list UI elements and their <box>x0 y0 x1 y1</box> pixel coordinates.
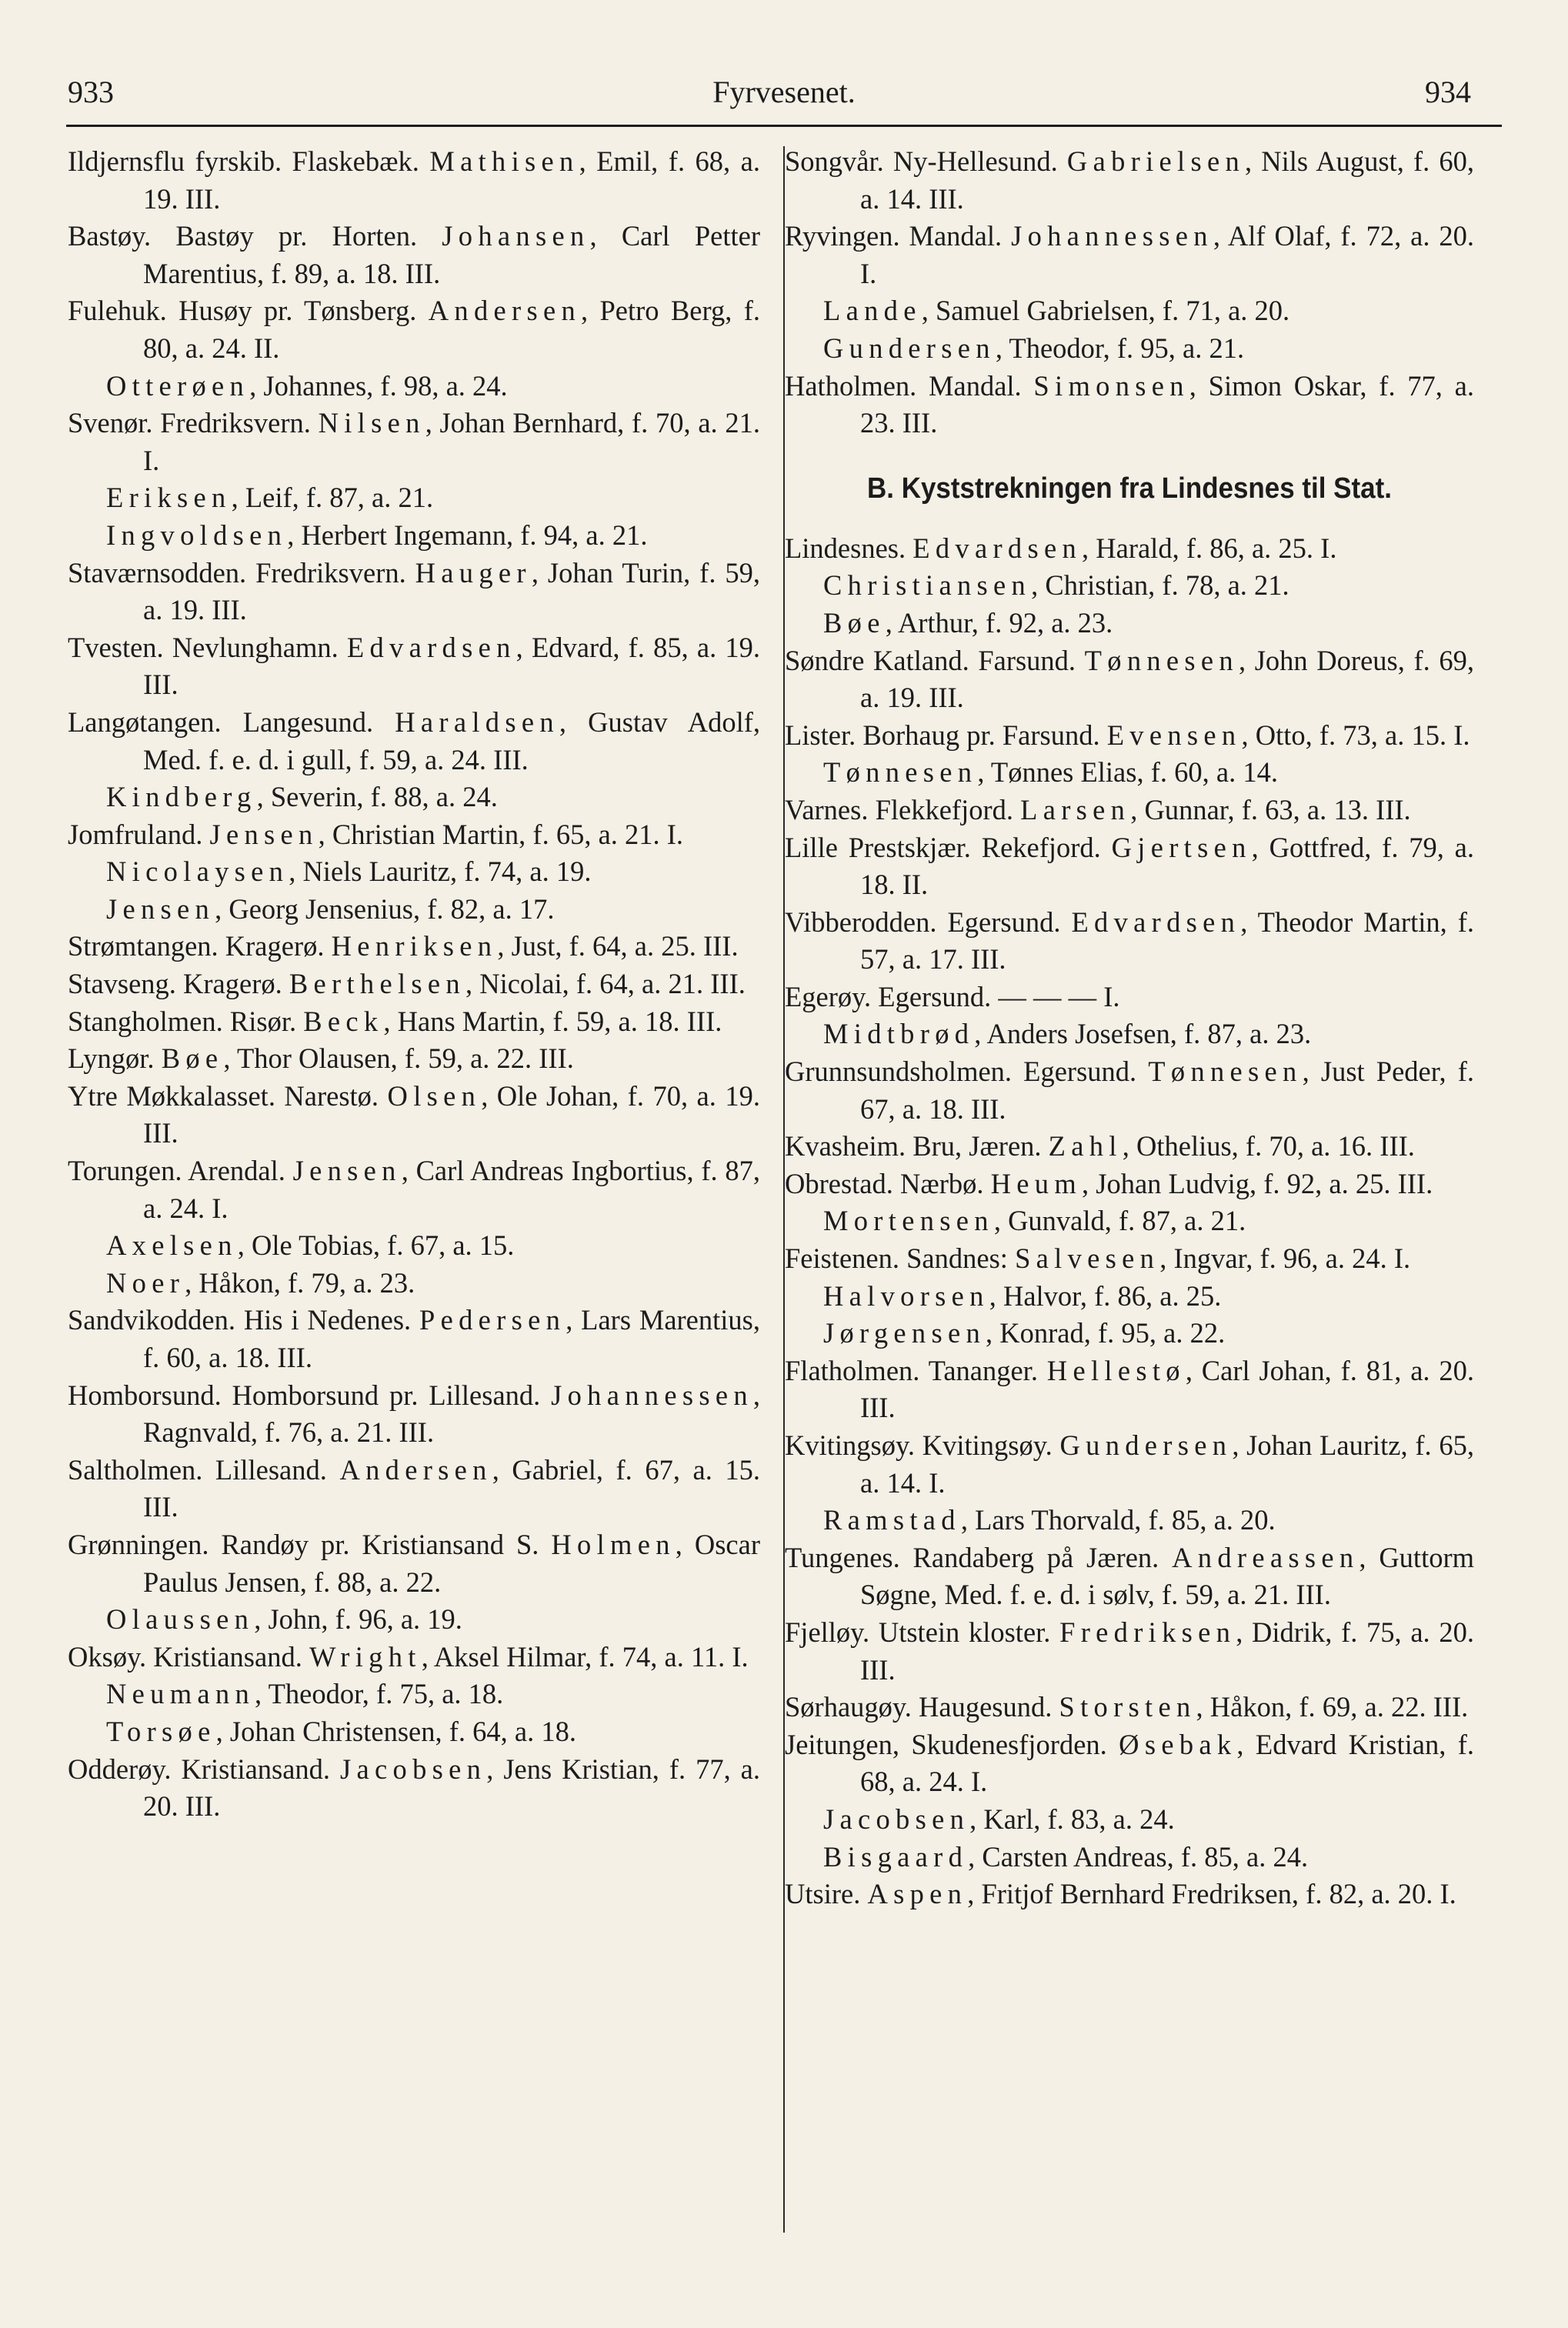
entry-location: Saltholmen. Lillesand. <box>68 1453 340 1486</box>
sub-entry <box>68 517 760 555</box>
keeper-surname: Mathisen <box>429 145 579 177</box>
sub-entry <box>68 1676 760 1713</box>
entry-location: Strømtangen. Kragerø. <box>68 930 332 962</box>
keeper-surname: Salvesen <box>1015 1242 1160 1275</box>
keeper-surname: Bøe <box>823 606 886 639</box>
keeper-surname: Tønnesen <box>1148 1056 1303 1088</box>
entry-details: , Christian Martin, f. 65, a. 21. I. <box>318 818 684 850</box>
lighthouse-entry <box>68 1302 760 1376</box>
entry-details: , Håkon, f. 69, a. 22. III. <box>1196 1691 1469 1723</box>
keeper-surname: Gjertsen <box>1111 831 1252 863</box>
keeper-surname: Edvardsen <box>912 532 1083 564</box>
entry-details: , Lars Thorvald, f. 85, a. 20. <box>960 1504 1276 1536</box>
entry-location: Ildjernsflu fyrskib. Flaskebæk. <box>68 145 430 177</box>
keeper-surname: Otterøen <box>106 369 250 402</box>
entry-details: , John, f. 96, a. 19. <box>254 1603 462 1636</box>
entry-location: Lindesnes. <box>785 532 913 564</box>
lighthouse-entry <box>785 829 1474 904</box>
keeper-surname: Eriksen <box>106 482 232 514</box>
keeper-surname: Neumann <box>106 1678 255 1710</box>
keeper-surname: Beck <box>303 1005 384 1037</box>
entry-location: Egerøy. Egersund. — — — I. <box>785 980 1120 1012</box>
keeper-surname: Fredriksen <box>1059 1616 1236 1648</box>
keeper-surname: Wright <box>309 1640 422 1673</box>
sub-entry <box>785 605 1474 642</box>
entry-location: Homborsund. Homborsund pr. Lillesand. <box>68 1379 552 1411</box>
entry-location: Songvår. Ny-Hellesund. <box>785 145 1067 177</box>
keeper-surname: Jacobsen <box>823 1803 970 1835</box>
lighthouse-entry <box>68 704 760 779</box>
entry-details: , Thor Olausen, f. 59, a. 22. III. <box>223 1042 574 1075</box>
entry-details: , Emil, f. 68, a. 19. III. <box>143 145 760 215</box>
lighthouse-entry <box>785 1053 1474 1128</box>
sub-entry <box>68 853 760 891</box>
sub-entry <box>785 1202 1474 1240</box>
entry-details: , Fritjof Bernhard Fredriksen, f. 82, a. 20. I. <box>967 1878 1456 1910</box>
keeper-surname: Andreassen <box>1172 1541 1359 1573</box>
lighthouse-entry <box>785 1352 1474 1427</box>
entry-details: , Johan Christensen, f. 64, a. 18. <box>215 1715 576 1747</box>
lighthouse-entry <box>785 1539 1474 1614</box>
entry-details: , John Doreus, f. 69, a. 19. III. <box>860 644 1474 714</box>
lighthouse-entry <box>785 1427 1474 1502</box>
entry-location: Bastøy. Bastøy pr. Horten. <box>68 220 442 252</box>
lighthouse-entry <box>785 368 1474 442</box>
entry-details: , Othelius, f. 70, a. 16. III. <box>1122 1130 1415 1162</box>
entry-details: , Edvard, f. 85, a. 19. III. <box>143 631 760 701</box>
keeper-surname: Gundersen <box>1059 1429 1233 1461</box>
keeper-surname: Olsen <box>387 1079 482 1112</box>
entry-location: Lister. Borhaug pr. Farsund. <box>785 719 1107 751</box>
entry-location: Hatholmen. Mandal. <box>785 369 1034 402</box>
lighthouse-entry <box>68 816 760 854</box>
sub-entry <box>68 1713 760 1751</box>
sub-entry <box>68 1601 760 1639</box>
entry-details: , Halvor, f. 86, a. 25. <box>989 1279 1222 1312</box>
section-heading: B. Kyststrekningen fra Lindesnes til Stat. <box>867 472 1392 505</box>
entry-details: , Gabriel, f. 67, a. 15. III. <box>143 1453 760 1523</box>
sub-entry <box>785 1839 1474 1876</box>
right-column-bottom-list <box>785 530 1474 1913</box>
entry-location: Feistenen. Sandnes: <box>785 1242 1016 1275</box>
keeper-surname: Heum <box>990 1167 1083 1199</box>
keeper-surname: Olaussen <box>106 1603 255 1636</box>
sub-entry <box>68 779 760 816</box>
keeper-surname: Larsen <box>1020 793 1131 825</box>
sub-entry <box>785 1315 1474 1352</box>
entry-details: , Gustav Adolf, Med. f. e. d. i gull, f. 59, a. 24. III. <box>143 705 760 775</box>
entry-location: Lille Prestskjær. Rekefjord. <box>785 831 1112 863</box>
entry-location: Søndre Katland. Farsund. <box>785 644 1085 676</box>
keeper-surname: Jensen <box>106 892 215 925</box>
entry-details: , Niels Lauritz, f. 74, a. 19. <box>289 855 592 888</box>
entry-details: , Herbert Ingemann, f. 94, a. 21. <box>287 519 648 551</box>
lighthouse-entry <box>785 1240 1474 1278</box>
keeper-surname: Kindberg <box>106 781 257 813</box>
keeper-surname: Ingvoldsen <box>106 519 288 551</box>
entry-location: Fjelløy. Utstein kloster. <box>785 1616 1060 1648</box>
entry-location: Kvitingsøy. Kvitingsøy. <box>785 1429 1060 1461</box>
lighthouse-entry <box>68 1003 760 1041</box>
entry-details: , Oscar Paulus Jensen, f. 88, a. 22. <box>143 1528 760 1598</box>
entry-details: , Simon Oskar, f. 77, a. 23. III. <box>860 369 1474 439</box>
keeper-surname: Mortensen <box>823 1205 994 1237</box>
lighthouse-entry <box>68 143 760 218</box>
lighthouse-entry <box>785 218 1474 292</box>
entry-location: Tvesten. Nevlunghamn. <box>68 631 347 663</box>
keeper-surname: Axelsen <box>106 1229 238 1262</box>
keeper-surname: Edvardsen <box>1071 906 1241 938</box>
lighthouse-entry <box>785 530 1474 568</box>
keeper-surname: Henriksen <box>331 930 498 962</box>
entry-location: Svenør. Fredriksvern. <box>68 407 319 439</box>
entry-details: , Hans Martin, f. 59, a. 18. III. <box>383 1005 722 1037</box>
lighthouse-entry <box>68 1040 760 1078</box>
lighthouse-entry <box>785 1166 1474 1203</box>
sub-entry <box>785 567 1474 605</box>
entry-details: , Tønnes Elias, f. 60, a. 14. <box>977 756 1278 789</box>
keeper-surname: Halvorsen <box>823 1279 989 1312</box>
lighthouse-entry <box>68 1452 760 1526</box>
entry-details: , Konrad, f. 95, a. 22. <box>986 1317 1226 1349</box>
entry-details: , Johannes, f. 98, a. 24. <box>249 369 508 402</box>
entry-location: Oksøy. Kristiansand. <box>68 1640 309 1673</box>
keeper-surname: Torsøe <box>106 1715 216 1747</box>
entry-details: , Theodor Martin, f. 57, a. 17. III. <box>860 906 1475 976</box>
entry-details: , Arthur, f. 92, a. 23. <box>885 606 1113 639</box>
entry-location: Lyngør. <box>68 1042 162 1075</box>
keeper-surname: Johannessen <box>551 1379 753 1411</box>
entry-location: Kvasheim. Bru, Jæren. <box>785 1130 1049 1162</box>
sub-entry <box>785 1502 1474 1539</box>
keeper-surname: Hellestø <box>1046 1354 1186 1386</box>
entry-details: , Lars Marentius, f. 60, a. 18. III. <box>143 1304 760 1373</box>
entry-location: Odderøy. Kristiansand. <box>68 1753 341 1785</box>
entry-details: , Ole Johan, f. 70, a. 19. III. <box>143 1079 760 1149</box>
entry-details: , Carsten Andreas, f. 85, a. 24. <box>968 1840 1309 1873</box>
keeper-surname: Gabrielsen <box>1066 145 1246 177</box>
entry-details: , Gunnar, f. 63, a. 13. III. <box>1130 793 1411 825</box>
entry-location: Tungenes. Randaberg på Jæren. <box>785 1541 1173 1573</box>
keeper-surname: Bisgaard <box>823 1840 969 1873</box>
entry-location: Grønningen. Randøy pr. Kristiansand S. <box>68 1528 552 1560</box>
entry-location: Fulehuk. Husøy pr. Tønsberg. <box>68 295 429 327</box>
sub-entry <box>785 1016 1474 1053</box>
keeper-surname: Haraldsen <box>395 705 559 738</box>
entry-location: Flatholmen. Tananger. <box>785 1354 1047 1386</box>
keeper-surname: Jensen <box>292 1155 402 1187</box>
keeper-surname: Gundersen <box>823 332 996 364</box>
entry-details: , Christian, f. 78, a. 21. <box>1031 569 1289 602</box>
left-column <box>68 143 760 1826</box>
entry-details: , Samuel Gabrielsen, f. 71, a. 20. <box>921 295 1290 327</box>
sub-entry <box>68 1265 760 1302</box>
keeper-surname: Tønnesen <box>823 756 978 789</box>
entry-location: Staværnsodden. Fredriksvern. <box>68 556 415 589</box>
keeper-surname: Holmen <box>551 1528 676 1560</box>
lighthouse-entry <box>785 979 1474 1016</box>
keeper-surname: Storsten <box>1059 1691 1196 1723</box>
entry-details: , Gottfred, f. 79, a. 18. II. <box>860 831 1474 901</box>
entry-details: , Guttorm Søgne, Med. f. e. d. i sølv, f. 59, a. 21. III. <box>860 1541 1474 1611</box>
lighthouse-entry <box>68 966 760 1003</box>
keeper-surname: Lande <box>823 295 922 327</box>
lighthouse-entry <box>785 143 1474 218</box>
sub-entry <box>68 1227 760 1265</box>
entry-details: , Ingvar, f. 96, a. 24. I. <box>1159 1242 1411 1275</box>
entry-details: , Severin, f. 88, a. 24. <box>256 781 498 813</box>
entry-location: Sørhaugøy. Haugesund. <box>785 1691 1059 1723</box>
lighthouse-entry <box>785 717 1474 755</box>
entry-details: , Edvard Kristian, f. 68, a. 24. I. <box>860 1728 1474 1798</box>
keeper-surname: Ramstad <box>823 1504 961 1536</box>
keeper-surname: Aspen <box>867 1878 968 1910</box>
entry-details: , Otto, f. 73, a. 15. I. <box>1241 719 1470 751</box>
keeper-surname: Berthelsen <box>289 968 465 1000</box>
keeper-surname: Edvardsen <box>346 631 516 663</box>
keeper-surname: Jensen <box>209 818 319 850</box>
keeper-surname: Johansen <box>442 220 590 252</box>
sub-entry <box>785 1801 1474 1839</box>
keeper-surname: Zahl <box>1048 1130 1123 1162</box>
keeper-surname: Christiansen <box>823 569 1032 602</box>
lighthouse-entry <box>68 405 760 479</box>
entry-details: , Georg Jensenius, f. 82, a. 17. <box>215 892 555 925</box>
entry-details: , Johan Ludvig, f. 92, a. 25. III. <box>1082 1167 1433 1199</box>
keeper-surname: Nilsen <box>318 407 425 439</box>
entry-details: , Johan Bernhard, f. 70, a. 21. I. <box>143 407 760 476</box>
left-page-number: 933 <box>68 75 114 109</box>
lighthouse-entry <box>68 928 760 966</box>
lighthouse-entry <box>785 1614 1474 1689</box>
entry-details: , Gunvald, f. 87, a. 21. <box>993 1205 1246 1237</box>
lighthouse-entry <box>785 904 1474 979</box>
entry-details: , Alf Olaf, f. 72, a. 20. I. <box>860 220 1474 289</box>
entry-details: , Petro Berg, f. 80, a. 24. II. <box>143 295 760 364</box>
entry-details: , Theodor, f. 95, a. 21. <box>995 332 1245 364</box>
entry-details: , Leif, f. 87, a. 21. <box>231 482 434 514</box>
lighthouse-entry <box>68 292 760 367</box>
keeper-surname: Jacobsen <box>340 1753 487 1785</box>
entry-details: , Aksel Hilmar, f. 74, a. 11. I. <box>421 1640 749 1673</box>
entry-details: , Carl Petter Marentius, f. 89, a. 18. III. <box>143 220 760 289</box>
entry-details: , Johan Lauritz, f. 65, a. 14. I. <box>860 1429 1474 1499</box>
entry-location: Jeitungen, Skudenesfjorden. <box>785 1728 1119 1760</box>
entry-location: Obrestad. Nærbø. <box>785 1167 991 1199</box>
keeper-surname: Bøe <box>161 1042 224 1075</box>
sub-entry <box>68 368 760 405</box>
entry-details: , Anders Josefsen, f. 87, a. 23. <box>974 1018 1312 1050</box>
lighthouse-entry <box>68 1751 760 1826</box>
lighthouse-entry <box>68 1152 760 1227</box>
right-page-number: 934 <box>1425 75 1471 109</box>
entry-details: , Nicolai, f. 64, a. 21. III. <box>465 968 746 1000</box>
lighthouse-entry <box>785 1128 1474 1166</box>
entry-location: Grunnsundsholmen. Egersund. <box>785 1056 1149 1088</box>
keeper-surname: Evensen <box>1106 719 1242 751</box>
lighthouse-entry <box>68 555 760 629</box>
entry-location: Sandvikodden. His i Nedenes. <box>68 1304 420 1336</box>
entry-details: , Ole Tobias, f. 67, a. 15. <box>237 1229 515 1262</box>
entry-details: , Carl Johan, f. 81, a. 20. III. <box>860 1354 1474 1424</box>
keeper-surname: Noer <box>106 1266 185 1299</box>
entry-location: Stangholmen. Risør. <box>68 1005 304 1037</box>
header-rule <box>66 125 1502 127</box>
sub-entry <box>68 891 760 929</box>
keeper-surname: Tønnesen <box>1084 644 1239 676</box>
keeper-surname: Jørgensen <box>823 1317 986 1349</box>
entry-details: , Theodor, f. 75, a. 18. <box>255 1678 504 1710</box>
sub-entry <box>785 292 1474 330</box>
entry-location: Stavseng. Kragerø. <box>68 968 289 1000</box>
lighthouse-entry <box>68 218 760 292</box>
entry-details: , Just Peder, f. 67, a. 18. III. <box>860 1056 1474 1125</box>
right-column-top-list <box>785 143 1474 442</box>
entry-details: , Just, f. 64, a. 25. III. <box>497 930 739 962</box>
keeper-surname: Simonsen <box>1033 369 1189 402</box>
lighthouse-entry <box>68 1377 760 1452</box>
entry-details: , Carl Andreas Ingbortius, f. 87, a. 24. I. <box>143 1155 760 1224</box>
lighthouse-entry <box>68 1639 760 1676</box>
entry-location: Varnes. Flekkefjord. <box>785 793 1021 825</box>
lighthouse-entry <box>68 1526 760 1601</box>
entry-details: , Håkon, f. 79, a. 23. <box>185 1266 415 1299</box>
keeper-surname: Pedersen <box>419 1304 566 1336</box>
right-column <box>785 143 1474 1913</box>
lighthouse-entry <box>785 1726 1474 1801</box>
keeper-surname: Øsebak <box>1119 1728 1237 1760</box>
lighthouse-entry <box>785 792 1474 829</box>
sub-entry <box>785 754 1474 792</box>
keeper-surname: Johannessen <box>1011 220 1213 252</box>
entry-location: Ryvingen. Mandal. <box>785 220 1012 252</box>
entry-location: Langøtangen. Langesund. <box>68 705 395 738</box>
entry-location: Torungen. Arendal. <box>68 1155 293 1187</box>
entry-details: , Johan Turin, f. 59, a. 19. III. <box>143 556 760 626</box>
entry-location: Utsire. <box>785 1878 868 1910</box>
sub-entry <box>785 330 1474 368</box>
keeper-surname: Andersen <box>339 1453 492 1486</box>
entry-details: , Nils August, f. 60, a. 14. III. <box>860 145 1474 215</box>
keeper-surname: Hauger <box>415 556 532 589</box>
entry-location: Ytre Møkkalasset. Narestø. <box>68 1079 388 1112</box>
lighthouse-entry <box>785 642 1474 717</box>
entry-location: Jomfruland. <box>68 818 210 850</box>
keeper-surname: Nicolaysen <box>106 855 289 888</box>
sub-entry <box>785 1278 1474 1316</box>
entry-location: Vibberodden. Egersund. <box>785 906 1072 938</box>
running-title: Fyrvesenet. <box>712 75 856 109</box>
entry-details: , Didrik, f. 75, a. 20. III. <box>860 1616 1474 1686</box>
entry-details: , Karl, f. 83, a. 24. <box>969 1803 1175 1835</box>
lighthouse-entry <box>785 1689 1474 1726</box>
entry-details: , Ragnvald, f. 76, a. 21. III. <box>143 1379 760 1449</box>
lighthouse-entry <box>785 1876 1474 1913</box>
lighthouse-entry <box>68 629 760 704</box>
lighthouse-entry <box>68 1078 760 1152</box>
keeper-surname: Andersen <box>428 295 582 327</box>
keeper-surname: Midtbrød <box>823 1018 975 1050</box>
entry-details: , Jens Kristian, f. 77, a. 20. III. <box>143 1753 761 1823</box>
entry-details: , Harald, f. 86, a. 25. I. <box>1082 532 1337 564</box>
sub-entry <box>68 479 760 517</box>
